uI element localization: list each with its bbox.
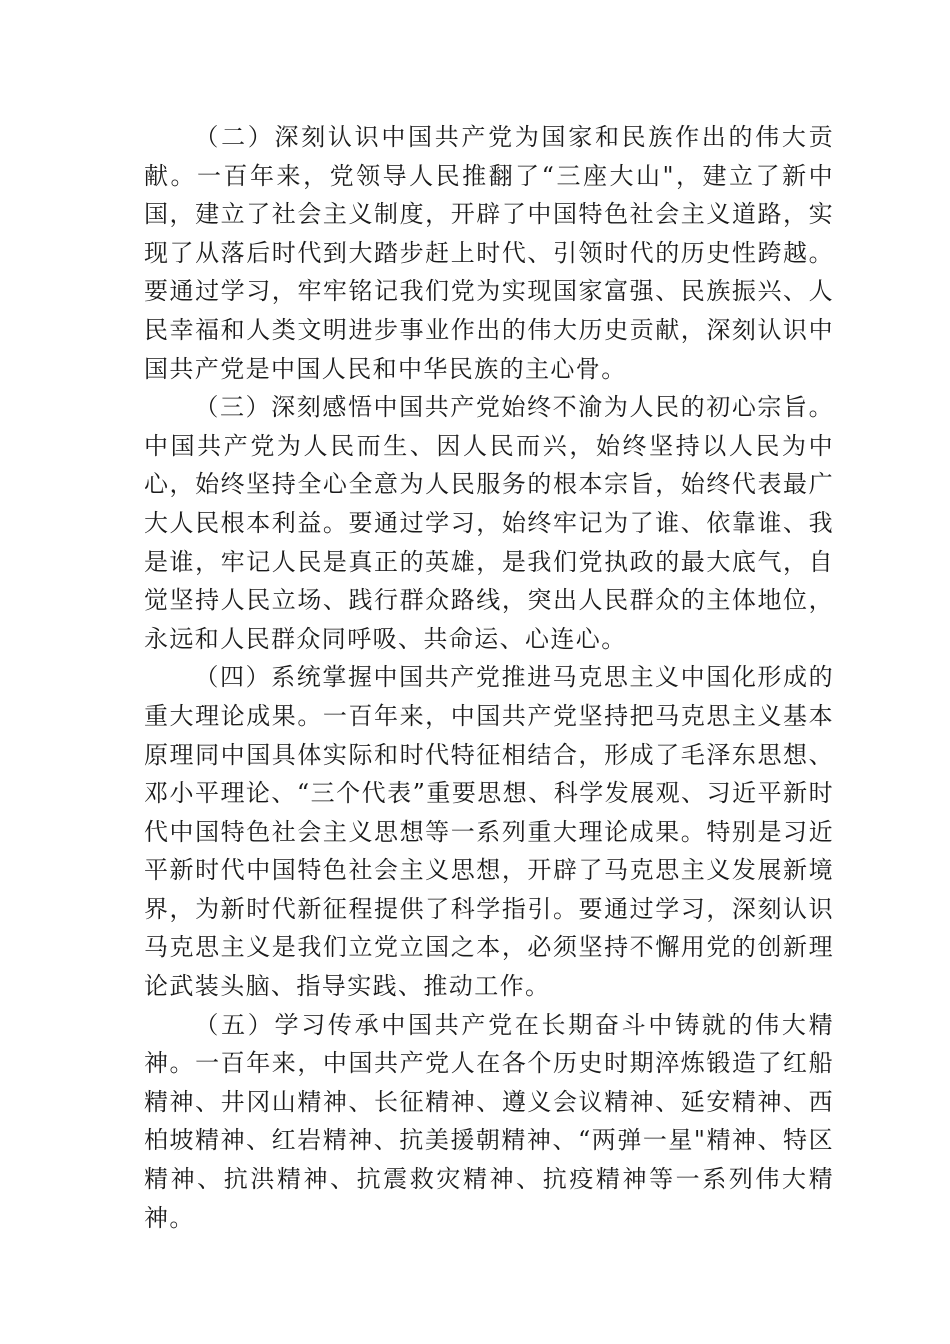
paragraph-3: （三）深刻感悟中国共产党始终不渝为人民的初心宗旨。中国共产党为人民而生、因人民而兴，始终坚持以人民为中心，始终坚持全心全意为人民服务的根本宗旨，始终代表最广大人民根本利益。要通过学习，始终牢记为了谁、依靠谁、我是谁，牢记人民是真正的英雄，是我们党执政的最大底气，自觉坚持人民立场、践行群众路线，突出人民群众的主体地位，永远和人民群众同呼吸、共命运、心连心。 [144, 393, 834, 653]
paragraph-2: （二）深刻认识中国共产党为国家和民族作出的伟大贡献。一百年来，党领导人民推翻了“三座大山"，建立了新中国，建立了社会主义制度，开辟了中国特色社会主义道路，实现了从落后时代到大踏步赶上时代、引领时代的历史性跨越。要通过学习，牢牢铭记我们党为实现国家富强、民族振兴、人民幸福和人类文明进步事业作出的伟大历史贡献，深刻认识中国共产党是中国人民和中华民族的主心骨。 [144, 123, 834, 383]
body-text [144, 118, 834, 1237]
paragraph-4: （四）系统掌握中国共产党推进马克思主义中国化形成的重大理论成果。一百年来，中国共产党坚持把马克思主义基本原理同中国具体实际和时代特征相结合，形成了毛泽东思想、邓小平理论、“三个代表”重要思想、科学发展观、习近平新时代中国特色社会主义思想等一系列重大理论成果。特别是习近平新时代中国特色社会主义思想，开辟了马克思主义发展新境界，为新时代新征程提供了科学指引。要通过学习，深刻认识马克思主义是我们立党立国之本，必须坚持不懈用党的创新理论武装头脑、指导实践、推动工作。 [144, 663, 834, 1001]
paragraph-5: （五）学习传承中国共产党在长期奋斗中铸就的伟大精神。一百年来，中国共产党人在各个历史时期淬炼锻造了红船精神、井冈山精神、长征精神、遵义会议精神、延安精神、西柏坡精神、红岩精神、抗美援朝精神、“两弹一星"精神、特区精神、抗洪精神、抗震救灾精神、抗疫精神等一系列伟大精神。 [144, 1010, 834, 1232]
